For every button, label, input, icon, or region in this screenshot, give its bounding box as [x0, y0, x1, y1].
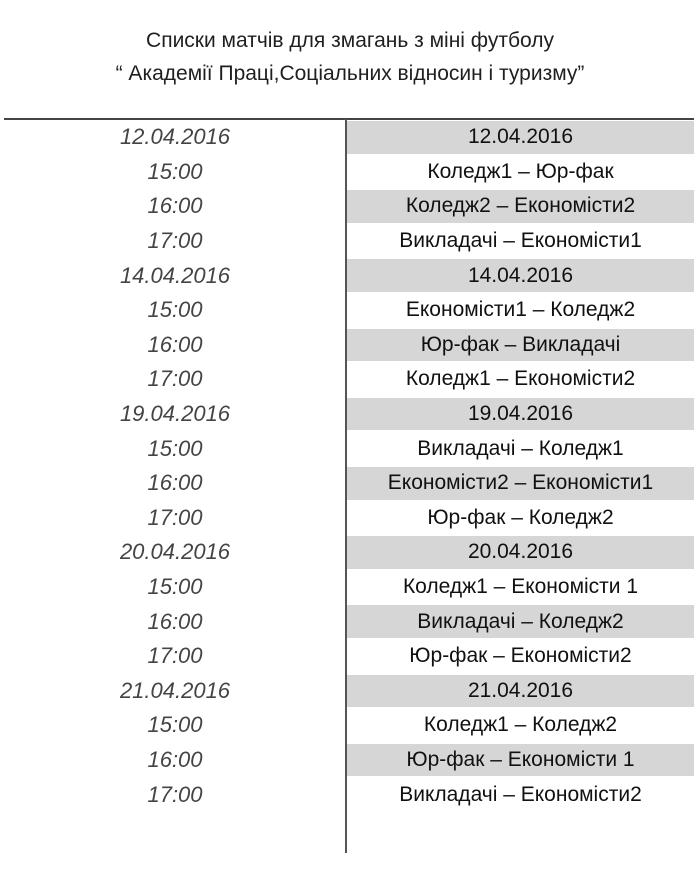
table-row — [0, 501, 700, 536]
table-row — [0, 224, 700, 259]
row-time-cell: 15:00 — [147, 297, 203, 323]
row-match-cell: 14.04.2016 — [347, 259, 694, 292]
table-row — [0, 155, 700, 190]
table-row — [0, 743, 700, 778]
row-match-cell: Коледж2 – Економісти2 — [347, 190, 694, 223]
row-time-cell: 12.04.2016 — [119, 124, 231, 150]
row-time-cell: 19.04.2016 — [119, 401, 231, 427]
row-match-cell: 19.04.2016 — [347, 398, 694, 431]
row-match-cell: Коледж1 – Коледж2 — [423, 713, 618, 737]
document-subtitle: “ Академії Праці,Соціальних відносин і туризму” — [115, 62, 585, 85]
row-time-cell: 17:00 — [147, 366, 203, 392]
row-time-cell: 15:00 — [147, 712, 203, 738]
table-row — [0, 604, 700, 639]
row-time-cell: 17:00 — [147, 504, 203, 530]
table-row — [0, 466, 700, 501]
table-row — [0, 397, 700, 432]
table-row — [0, 258, 700, 293]
row-match-cell: Коледж1 – Економісти 1 — [402, 575, 639, 599]
row-match-cell: 20.04.2016 — [347, 536, 694, 569]
row-time-cell: 16:00 — [147, 747, 203, 773]
table-row — [0, 570, 700, 605]
row-match-cell: Викладачі – Економісти2 — [399, 782, 642, 806]
row-match-cell: Юр-фак – Економісти 1 — [347, 744, 694, 777]
row-match-cell: Юр-фак – Коледж2 — [427, 505, 614, 529]
row-match-cell: 21.04.2016 — [347, 675, 694, 708]
table-row — [0, 708, 700, 743]
table-row — [0, 535, 700, 570]
table-row — [0, 293, 700, 328]
row-match-cell: Юр-фак – Викладачі — [347, 329, 694, 362]
table-row — [0, 431, 700, 466]
row-time-cell: 14.04.2016 — [119, 262, 231, 288]
row-time-cell: 17:00 — [147, 228, 203, 254]
table-row — [0, 362, 700, 397]
row-time-cell: 20.04.2016 — [119, 539, 231, 565]
row-time-cell: 15:00 — [147, 158, 203, 184]
row-match-cell: Викладачі – Економісти1 — [399, 229, 642, 253]
row-match-cell: Юр-фак – Економісти2 — [409, 644, 632, 668]
table-row — [0, 189, 700, 224]
row-match-cell: Викладачі – Коледж1 — [417, 436, 624, 460]
table-row — [0, 777, 700, 812]
row-match-cell: 12.04.2016 — [347, 121, 694, 154]
row-match-cell: Коледж1 – Економісти2 — [405, 367, 636, 391]
row-time-cell: 16:00 — [147, 470, 203, 496]
row-time-cell: 21.04.2016 — [119, 677, 231, 703]
row-time-cell: 17:00 — [147, 781, 203, 807]
row-match-cell: Коледж1 – Юр-фак — [427, 159, 614, 183]
row-time-cell: 17:00 — [147, 643, 203, 669]
row-match-cell: Економісти1 – Коледж2 — [405, 298, 636, 322]
table-row — [0, 328, 700, 363]
row-match-cell: Економісти2 – Економісти1 — [347, 467, 694, 500]
row-time-cell: 16:00 — [147, 193, 203, 219]
table-row — [0, 120, 700, 155]
table-row — [0, 639, 700, 674]
table-row — [0, 674, 700, 709]
row-time-cell: 16:00 — [147, 331, 203, 357]
document-title: Списки матчів для змагань з міні футболу — [146, 29, 554, 52]
row-match-cell: Викладачі – Коледж2 — [347, 605, 694, 638]
row-time-cell: 16:00 — [147, 608, 203, 634]
row-time-cell: 15:00 — [147, 574, 203, 600]
row-time-cell: 15:00 — [147, 435, 203, 461]
